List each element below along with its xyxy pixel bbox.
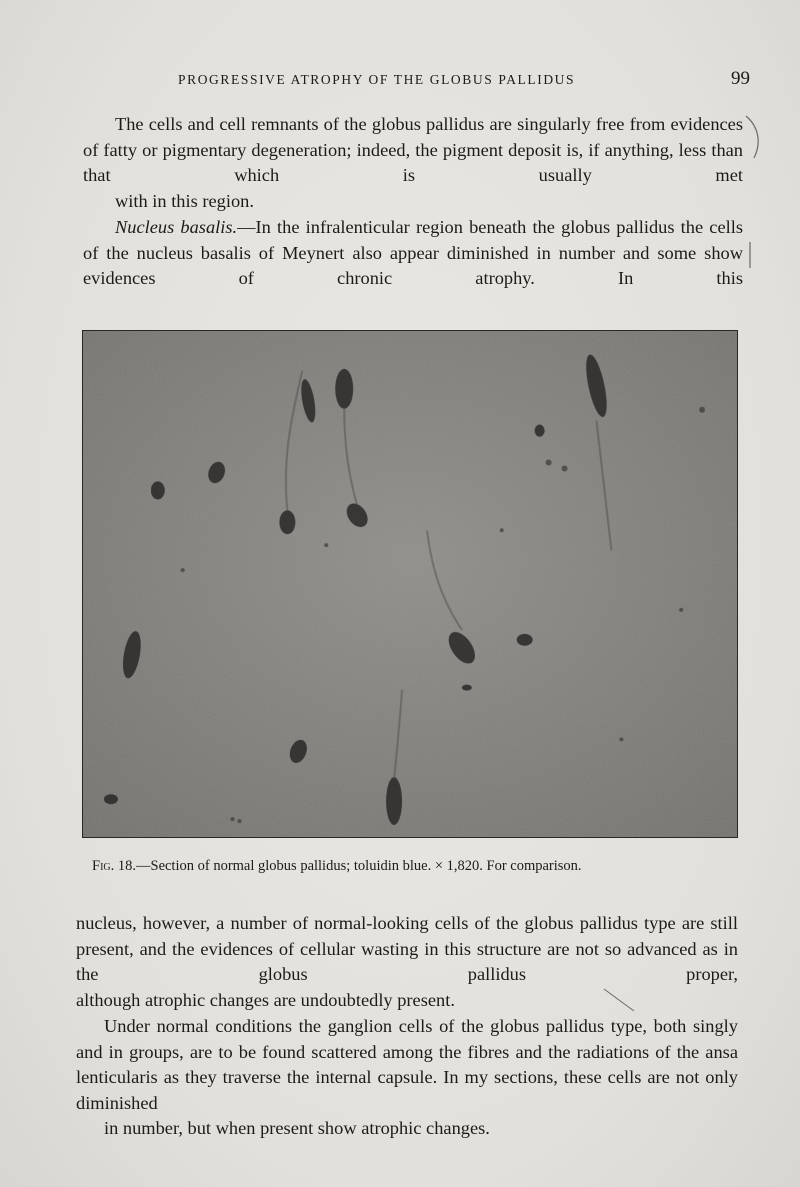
paragraph-4-last-line: in number, but when present show atrophic changes. xyxy=(104,1118,490,1138)
paragraph-3-body: nucleus, however, a number of normal-looking cells of the globus pallidus type are still present, and the evidences of cellular wasting in this structure are not so advanced as in the globus pallidus proper, xyxy=(76,913,738,984)
figure-caption xyxy=(92,858,732,875)
paragraph-1-last-line: with in this region. xyxy=(115,190,254,211)
paragraph-1-body: The cells and cell remnants of the globus pallidus are singularly free from evidences of fatty or pigmentary degeneration; indeed, the pigment deposit is, if anything, less than that which is usually met xyxy=(83,114,743,185)
pencil-bracket-mark xyxy=(744,112,768,162)
pencil-line-mark xyxy=(744,240,756,270)
micrograph-image xyxy=(83,331,737,837)
paragraph-2-body: —In the infralenticular region beneath the globus pallidus the cells of the nucleus basalis of Meynert also appear diminished in number and some show evidences of chronic atrophy. In this xyxy=(83,217,743,288)
pencil-stroke-mark xyxy=(600,985,640,1015)
running-head: PROGRESSIVE ATROPHY OF THE GLOBUS PALLIDUS xyxy=(178,72,576,87)
paragraph-3-last-line: although atrophic changes are undoubtedly present. xyxy=(76,989,455,1010)
page-header xyxy=(90,70,750,94)
micrograph-plate xyxy=(82,330,738,838)
section-heading-nucleus-basalis: Nucleus basalis. xyxy=(115,217,238,237)
figure-label: Fig. 18. xyxy=(92,858,136,874)
page-number: 99 xyxy=(731,68,750,89)
paragraph-4 xyxy=(76,1014,738,1142)
paragraph-1 xyxy=(83,112,743,214)
paragraph-4-body: Under normal conditions the ganglion cells of the globus pallidus type, both singly and in groups, are to be found scattered among the fibres and the radiations of the ansa lenticularis as they traverse the internal capsule. In my sections, these cells are not only diminished xyxy=(76,1016,738,1113)
figure-caption-text: —Section of normal globus pallidus; toluidin blue. × 1,820. For comparison. xyxy=(136,858,582,874)
paragraph-2 xyxy=(83,215,743,292)
